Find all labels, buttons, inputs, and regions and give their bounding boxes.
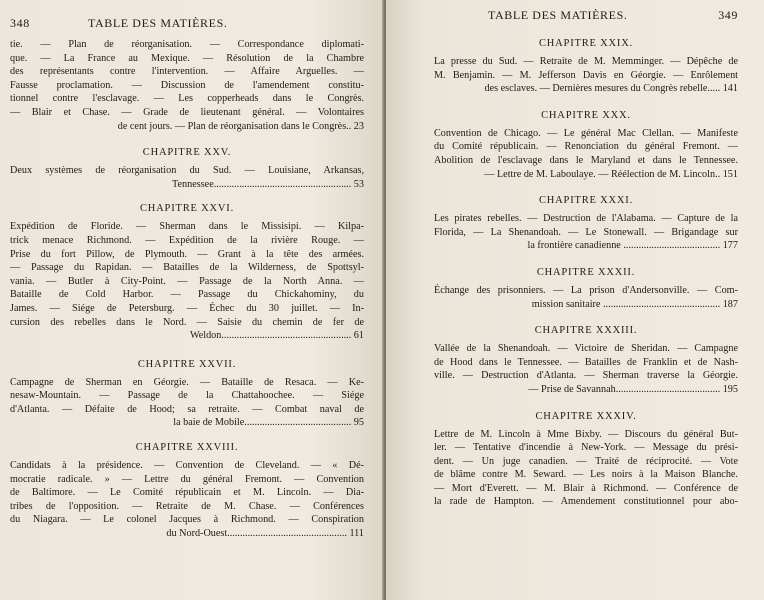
chapter-entry [434,342,738,396]
chapter-entry [434,212,738,253]
chapter-heading: CHAPITRE XXVII. [137,358,237,370]
right-page [386,0,764,600]
chapter-entry [434,55,738,96]
chapter-entry [434,127,738,181]
toc-line: mission sanitaire .............................................. 187 [531,298,738,310]
chapter-entry [10,164,364,191]
toc-line: ville. — Destruction d'Atlanta. — Sherman traverse la Géorgie. [434,370,738,382]
chapter-heading: CHAPITRE XXVI. [139,203,235,215]
toc-line: Les pirates rebelles. — Destruction de l'Alabama. — Capture de la [434,213,738,225]
toc-line: Fausse proclamation. — Discussion de l'amendement constitu- [10,79,364,91]
toc-line: Campagne de Sherman en Géorgie. — Bataille de Resaca. — Ke- [10,376,364,388]
toc-line: Candidats à la présidence. — Convention de Cleveland. — « Dé- [10,460,364,472]
toc-line: Vallée de la Shenandoah. — Victoire de Sheridan. — Campagne [434,343,738,355]
toc-line: tribes de l'opposition. — Retraite de M. Chase. — Conférences [10,500,364,512]
right-page-number: 349 [718,8,738,22]
left-running-title: TABLE DES MATIÈRES. [88,16,228,30]
toc-line: ler. — Tentative d'incendie à New-York. — Message du prési- [434,442,738,454]
toc-line: du Nord-Ouest............................................... 111 [166,528,364,540]
toc-line: trick menace Richmond. — Expédition de la rivière Rouge. — [10,234,364,246]
toc-line: Échange des prisonniers. — La prison d'Andersonville. — Com- [434,284,738,296]
toc-line: Lettre de M. Lincoln à Mme Bixby. — Discours du général But- [434,428,738,440]
chapter-heading: CHAPITRE XXXIV. [535,410,637,422]
toc-line: de Hood dans le Tennessee. — Batailles de Franklin et de Nash- [434,356,738,368]
toc-line: la rade de Hampton. — Amendement constitutionnel pour abo- [434,496,738,508]
chapter-entry [10,220,364,342]
toc-line: tie. — Plan de réorganisation. — Correspondance diplomati- [10,39,364,50]
toc-line: tionnel contre l'esclavage. — Les copperheads dans le Congrès. [10,93,364,105]
continuation-entry [10,38,364,133]
toc-line: des esclaves. — Dernières mesures du Congrès rebelle..... 141 [484,83,738,95]
toc-line: — Mort d'Everett. — M. Blair à Richmond. — Conférence de [434,482,738,494]
toc-line: de blâme contre M. Seward. — Les noirs à la Maison Blanche. [434,469,738,481]
toc-line: de Baltimore. — Le Comité républicain et M. Lincoln. — Dia- [10,487,364,499]
toc-line: Expédition de Floride. — Sherman dans le Missisipi. — Kilpa- [10,221,364,233]
right-running-title: TABLE DES MATIÈRES. [488,8,628,22]
toc-line: Convention de Chicago. — Le général Mac Clellan. — Manifeste [434,127,738,139]
toc-line: — Blair et Chase. — Grade de lieutenant général. — Volontaires [10,106,364,118]
toc-line: dent. — Un juge canadien. — Traité de réciprocité. — Vote [434,455,738,467]
toc-line: — Passage du Rapidan. — Batailles de la Wilderness, de Spottsyl- [10,262,364,274]
chapter-heading: CHAPITRE XXXII. [536,266,636,278]
left-running-head [10,14,364,34]
left-page-number: 348 [10,16,30,30]
chapter-heading: CHAPITRE XXV. [142,147,232,159]
toc-line: du Niagara. — Le colonel Jacques à Richmond. — Conspiration [10,514,364,526]
toc-line: du Comité républicain. — Renonciation du général Fremont. — [434,141,738,153]
toc-line: Bataille de Cold Harbor. — Passage du Chickahominy, du [10,289,364,301]
toc-line: Florida, — La Shenandoah. — Le Stonewall. — Brigandage sur [434,226,738,238]
chapter-entry [434,284,738,311]
chapter-heading: CHAPITRE XXX. [541,109,631,121]
right-running-head [434,6,738,26]
chapter-entry [10,459,364,541]
toc-line: la baie de Mobile.......................................... 95 [173,417,364,429]
toc-line: — Prise de Savannah......................................... 195 [528,383,738,395]
toc-line: des représentants contre l'intervention. — Affaire Arguelles. — [10,66,364,78]
chapter-heading: CHAPITRE XXVIII. [135,442,239,454]
toc-line: Weldon................................................... 61 [189,330,364,342]
toc-line: cursion des rebelles dans le Nord. — Saisie du chemin de fer de [10,316,364,328]
toc-line: Deux systèmes de réorganisation du Sud. — Louisiane, Arkansas, [10,165,364,177]
toc-line: Tennessee...................................................... 53 [172,178,364,190]
chapter-entry [10,376,364,430]
chapter-heading: CHAPITRE XXXI. [538,195,634,207]
toc-line: nesaw-Mountain. — Passage de la Chattahoochee. — Siége [10,390,364,402]
toc-line: La presse du Sud. — Retraite de M. Memminger. — Dépêche de [434,56,738,67]
chapter-entry [434,428,738,510]
toc-line: de cent jours. — Plan de réorganisation dans le Congrès.. 23 [117,120,364,132]
toc-line: Abolition de l'esclavage dans le Maryland et dans le Tennessee. [434,154,738,166]
toc-line: mocratie radicale. » — Lettre du général Fremont. — Convention [10,473,364,485]
toc-line: d'Atlanta. — Défaite de Hood; sa retraite. — Combat naval de [10,403,364,415]
toc-line: M. Benjamin. — M. Jefferson Davis en Géorgie. — Enrôlement [434,69,738,81]
toc-line: vania. — Butler à City-Point. — Passage de la North Anna. — [10,275,364,287]
chapter-heading: CHAPITRE XXIX. [538,38,634,49]
toc-line: Prise du fort Pillow, de Plymouth. — Grant à la tête des armées. [10,248,364,260]
toc-line: — Lettre de M. Laboulaye. — Réélection de M. Lincoln.. 151 [484,168,738,180]
toc-line: que. — La France au Mexique. — Résolution de la Chambre [10,52,364,64]
toc-line: James. — Siége de Petersburg. — Échec du 30 juillet. — In- [10,302,364,314]
toc-line: la frontière canadienne ...................................... 177 [527,240,738,252]
chapter-heading: CHAPITRE XXXIII. [534,325,638,337]
